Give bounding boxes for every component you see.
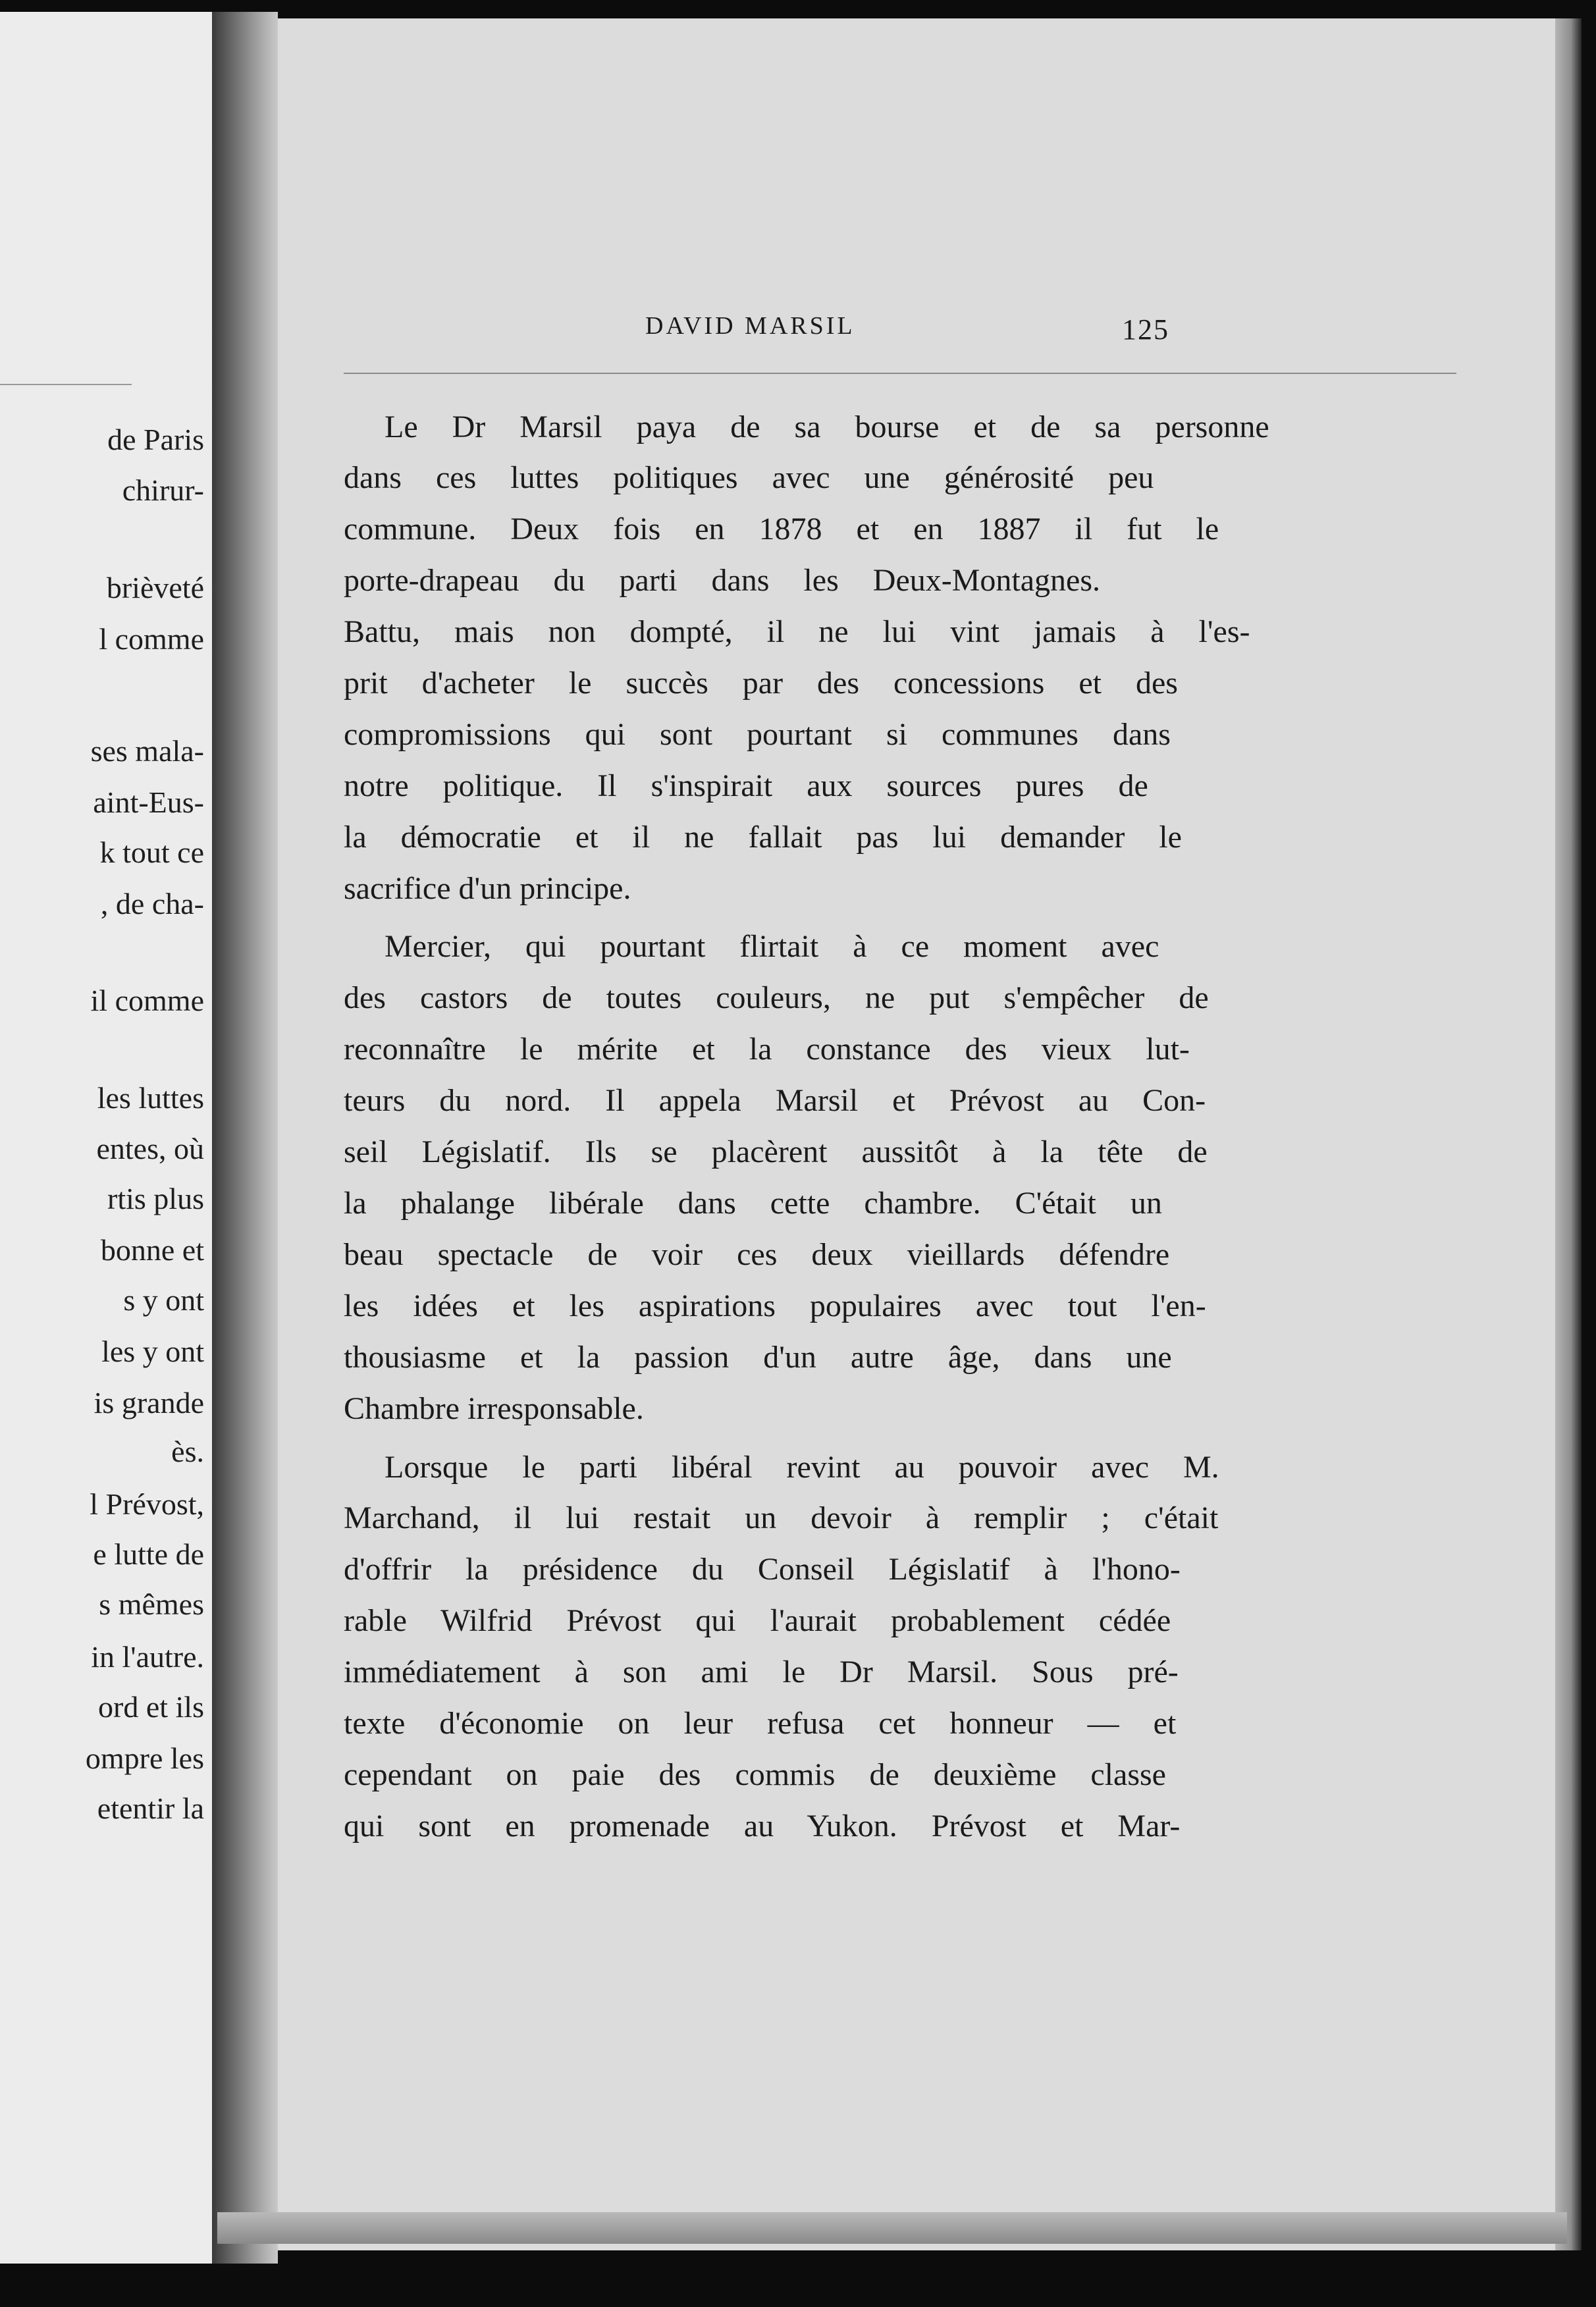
- body-line: la phalange libérale dans cette chambre. C'était un: [344, 1186, 1162, 1221]
- left-page-line: l Prévost,: [90, 1487, 204, 1521]
- left-page-line: les y ont: [101, 1335, 204, 1368]
- body-line: rable Wilfrid Prévost qui l'aurait probablement cédée: [344, 1603, 1171, 1638]
- page-bottom-edge: [217, 2212, 1567, 2244]
- right-page: [278, 18, 1555, 2250]
- body-line: dans ces luttes politiques avec une générosité peu: [344, 460, 1154, 495]
- page-number: 125: [1122, 313, 1169, 346]
- left-page-line: ord et ils: [98, 1690, 204, 1724]
- body-line: qui sont en promenade au Yukon. Prévost et Mar-: [344, 1809, 1181, 1843]
- left-page-line: , de cha-: [100, 887, 204, 920]
- left-page-line: in l'autre.: [91, 1640, 204, 1674]
- header-rule: [344, 373, 1456, 374]
- left-page: [0, 12, 212, 2264]
- left-page-line: ès.: [171, 1435, 204, 1468]
- body-line: reconnaître le mérite et la constance des vieux lut-: [344, 1032, 1190, 1067]
- body-line: seil Législatif. Ils se placèrent aussitôt à la tête de: [344, 1134, 1208, 1169]
- left-page-line: bonne et: [100, 1233, 204, 1267]
- body-line: Battu, mais non dompté, il ne lui vint jamais à l'es-: [344, 614, 1250, 649]
- body-line: texte d'économie on leur refusa cet honneur — et: [344, 1706, 1177, 1741]
- left-page-rule: [0, 384, 132, 385]
- left-page-line: e lutte de: [93, 1537, 204, 1571]
- body-line: Chambre irresponsable.: [344, 1391, 644, 1426]
- body-line: commune. Deux fois en 1878 et en 1887 il fut le: [344, 512, 1219, 546]
- body-line: teurs du nord. Il appela Marsil et Prévost au Con-: [344, 1083, 1206, 1118]
- body-line: d'offrir la présidence du Conseil Législatif à l'hono-: [344, 1552, 1181, 1587]
- left-page-line: il comme: [90, 984, 204, 1017]
- left-page-line: s y ont: [123, 1283, 204, 1317]
- body-line: prit d'acheter le succès par des concessions et des: [344, 666, 1178, 701]
- left-page-line: les luttes: [97, 1081, 204, 1115]
- left-page-line: entes, où: [96, 1132, 204, 1165]
- left-page-line: etentir la: [97, 1791, 204, 1825]
- page-edge: [1555, 18, 1582, 2250]
- body-line: Mercier, qui pourtant flirtait à ce moment avec: [385, 929, 1159, 964]
- body-line: la démocratie et il ne fallait pas lui demander le: [344, 820, 1182, 855]
- left-page-line: ompre les: [85, 1741, 204, 1775]
- body-line: les idées et les aspirations populaires avec tout l'en-: [344, 1288, 1206, 1323]
- body-line: immédiatement à son ami le Dr Marsil. Sous pré-: [344, 1655, 1179, 1689]
- body-line: sacrifice d'un principe.: [344, 871, 631, 906]
- left-page-line: is grande: [93, 1386, 204, 1419]
- running-head-title: DAVID MARSIL: [645, 312, 855, 340]
- left-page-line: l comme: [99, 622, 204, 656]
- body-line: thousiasme et la passion d'un autre âge, dans une: [344, 1340, 1172, 1375]
- body-line: des castors de toutes couleurs, ne put s'empêcher de: [344, 980, 1209, 1015]
- body-line: compromissions qui sont pourtant si communes dans: [344, 717, 1171, 752]
- body-line: Le Dr Marsil paya de sa bourse et de sa personne: [385, 410, 1269, 444]
- left-page-line: ses mala-: [90, 734, 204, 768]
- left-page-line: brièveté: [106, 571, 204, 604]
- left-page-line: s mêmes: [99, 1587, 204, 1621]
- body-line: Marchand, il lui restait un devoir à remplir ; c'était: [344, 1500, 1219, 1535]
- body-line: Lorsque le parti libéral revint au pouvoir avec M.: [385, 1450, 1219, 1485]
- body-line: notre politique. Il s'inspirait aux sources pures de: [344, 768, 1148, 803]
- left-page-line: rtis plus: [107, 1182, 204, 1215]
- left-page-line: aint-Eus-: [93, 785, 204, 819]
- left-page-line: chirur-: [122, 473, 204, 507]
- book-gutter: [212, 12, 278, 2264]
- left-page-line: k tout ce: [99, 835, 204, 869]
- body-line: beau spectacle de voir ces deux vieillards défendre: [344, 1237, 1170, 1272]
- body-line: cependant on paie des commis de deuxième classe: [344, 1757, 1166, 1792]
- left-page-line: de Paris: [107, 423, 204, 456]
- body-line: porte-drapeau du parti dans les Deux-Montagnes.: [344, 563, 1101, 598]
